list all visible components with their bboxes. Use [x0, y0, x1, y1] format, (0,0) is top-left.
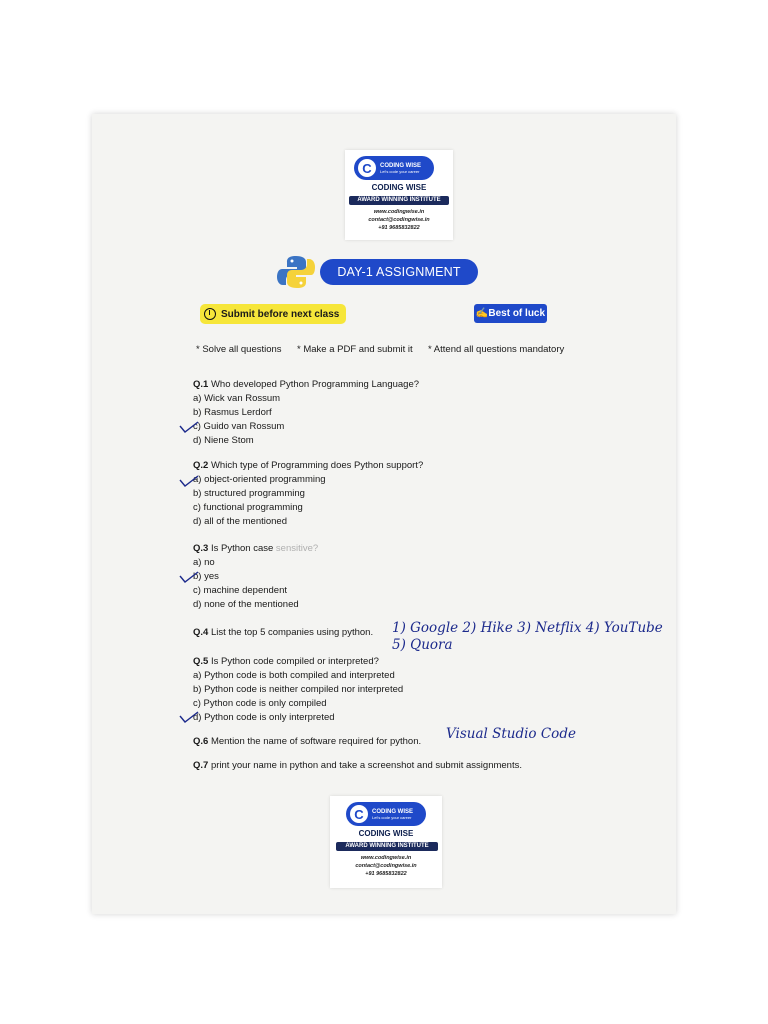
brand-name: CODING WISE — [372, 808, 414, 815]
checkmark-icon — [178, 570, 200, 584]
question-5 — [193, 655, 403, 725]
option: d) all of the mentioned — [193, 516, 288, 527]
question-text: List the top 5 companies using python. — [208, 627, 374, 638]
brand-pill — [354, 156, 434, 180]
phone-text: +91 9685832822 — [378, 225, 420, 231]
brand-c-icon: C — [350, 805, 368, 823]
question-number: Q.3 — [193, 543, 209, 554]
handwritten-answer-q4-line2: 5) Quora — [392, 637, 453, 653]
question-text: Is Python code compiled or interpreted? — [208, 656, 379, 667]
assignment-title: DAY-1 ASSIGNMENT — [320, 259, 478, 285]
question-2 — [193, 459, 423, 529]
question-6 — [193, 735, 421, 749]
instruction-1: * Solve all questions — [196, 344, 282, 355]
option: c) functional programming — [193, 502, 303, 513]
option: d) none of the mentioned — [193, 599, 299, 610]
checkmark-icon — [178, 710, 200, 724]
clock-icon — [204, 308, 216, 320]
institute-name: CODING WISE — [358, 829, 414, 838]
award-banner: AWARD WINNING INSTITUTE — [349, 196, 449, 205]
question-text: Which type of Programming does Python support? — [208, 460, 424, 471]
phone-text: +91 9685832822 — [365, 871, 407, 877]
question-text: Who developed Python Programming Language? — [208, 379, 420, 390]
option: b) structured programming — [193, 488, 305, 499]
submit-badge-label: Submit before next class — [221, 308, 340, 320]
instruction-3: * Attend all questions mandatory — [428, 344, 565, 355]
option: b) yes — [193, 571, 219, 582]
option: b) Rasmus Lerdorf — [193, 407, 272, 418]
award-banner: AWARD WINNING INSTITUTE — [336, 842, 438, 851]
question-3 — [193, 542, 318, 612]
question-text: print your name in python and take a screenshot and submit assignments. — [208, 760, 522, 771]
best-of-luck-badge: ✍Best of luck — [474, 304, 547, 323]
question-4 — [193, 626, 373, 640]
instruction-2: * Make a PDF and submit it — [297, 344, 413, 355]
question-number: Q.5 — [193, 656, 209, 667]
question-number: Q.4 — [193, 627, 209, 638]
brand-c-icon: C — [358, 159, 376, 177]
option: a) object-oriented programming — [193, 474, 326, 485]
website-text: www.codingwise.in — [373, 209, 425, 215]
submit-badge — [200, 304, 346, 324]
footer-logo-card — [330, 796, 442, 888]
question-1 — [193, 378, 419, 448]
brand-name: CODING WISE — [380, 162, 422, 169]
brand-tagline: Let's code your career — [380, 168, 420, 174]
question-text-faded: sensitive? — [273, 543, 319, 554]
question-number: Q.2 — [193, 460, 209, 471]
website-text: www.codingwise.in — [360, 855, 412, 861]
option: d) Python code is only interpreted — [193, 712, 335, 723]
institute-name: CODING WISE — [371, 183, 427, 192]
python-logo-icon — [276, 254, 316, 290]
question-number: Q.6 — [193, 736, 209, 747]
question-number: Q.7 — [193, 760, 209, 771]
handwritten-answer-q6: Visual Studio Code — [446, 726, 576, 742]
option: a) no — [193, 557, 215, 568]
option: c) Guido van Rossum — [193, 421, 285, 432]
option: c) machine dependent — [193, 585, 288, 596]
question-number: Q.1 — [193, 379, 209, 390]
email-text: contact@codingwise.in — [368, 217, 430, 223]
question-text: Is Python case — [208, 543, 274, 554]
header-logo-card — [345, 150, 453, 240]
option: d) Niene Stom — [193, 435, 254, 446]
checkmark-icon — [178, 474, 200, 488]
option: a) Wick van Rossum — [193, 393, 281, 404]
option: b) Python code is neither compiled nor interpreted — [193, 684, 404, 695]
handwritten-answer-q4-line1: 1) Google 2) Hike 3) Netflix 4) YouTube — [392, 620, 663, 636]
question-text: Mention the name of software required for python. — [208, 736, 422, 747]
question-7 — [193, 759, 522, 773]
email-text: contact@codingwise.in — [355, 863, 417, 869]
option: a) Python code is both compiled and interpreted — [193, 670, 395, 681]
brand-pill — [346, 802, 426, 826]
brand-tagline: Let's code your career — [372, 814, 412, 820]
checkmark-icon — [178, 420, 200, 434]
option: c) Python code is only compiled — [193, 698, 327, 709]
